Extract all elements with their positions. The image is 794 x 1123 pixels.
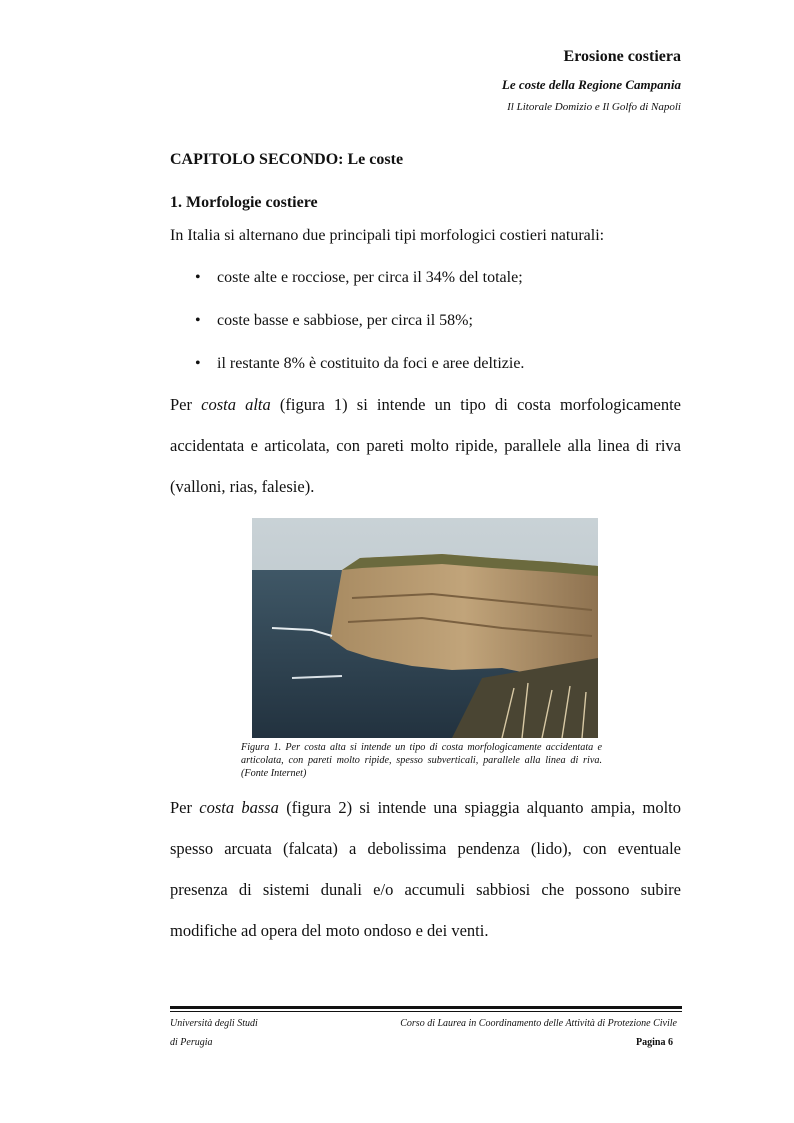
para-lead: Per: [170, 798, 200, 817]
para-rest: (figura 2) si intende una spiaggia alquanto ampia, molto spesso arcuata (falcata) a debolissima pendenza (lido), con eventuale presenza di sistemi dunali e/o accumuli sabbiosi che possono subire modifiche ad opera del moto ondoso e dei venti.: [170, 798, 682, 940]
bullet-icon: •: [195, 355, 201, 372]
section-title: 1. Morfologie costiere: [170, 194, 318, 211]
paragraph-costa-bassa: [170, 787, 681, 951]
intro-text: In Italia si alternano due principali tipi morfologici costieri naturali:: [170, 227, 605, 244]
bullet-item: [195, 355, 524, 373]
term-costa-bassa: costa bassa: [199, 798, 279, 817]
footer-course: Corso di Laurea in Coordinamento delle Attività di Protezione Civile: [400, 1018, 677, 1029]
chapter-title: CAPITOLO SECONDO: Le coste: [170, 151, 404, 168]
para-lead: Per: [170, 395, 202, 414]
footer-university: Università degli Studi: [170, 1018, 258, 1029]
header-subsubtitle: Il Litorale Domizio e Il Golfo di Napoli: [507, 101, 681, 113]
page-number: Pagina 6: [636, 1037, 673, 1048]
header-title: Erosione costiera: [563, 48, 681, 65]
figure-caption: Figura 1. Per costa alta si intende un tipo di costa morfologicamente accidentata e articolata, con pareti molto ripide, spesso subverticali, parallele alla linea di riva. (Fonte Internet): [241, 742, 602, 779]
bullet-icon: •: [195, 269, 201, 286]
footer-rule-thick: [170, 1006, 682, 1009]
bullet-item: [195, 269, 523, 287]
term-costa-alta: costa alta: [201, 395, 271, 414]
paragraph-costa-alta: [170, 384, 681, 507]
bullet-text: coste alte e rocciose, per circa il 34% del totale;: [217, 269, 523, 286]
bullet-text: coste basse e sabbiose, per circa il 58%;: [217, 312, 473, 329]
footer-city: di Perugia: [170, 1037, 213, 1048]
bullet-item: [195, 312, 473, 330]
bullet-text: il restante 8% è costituito da foci e aree deltizie.: [217, 355, 525, 372]
header-subtitle: Le coste della Regione Campania: [501, 77, 681, 92]
para-rest: (figura 1) si intende un tipo di costa morfologicamente accidentata e articolata, con pareti molto ripide, parallele alla linea di riva (valloni, rias, falesie).: [170, 395, 681, 496]
bullet-icon: •: [195, 312, 201, 329]
footer-rule-thin: [170, 1011, 682, 1012]
cliff-photo: [252, 518, 598, 738]
